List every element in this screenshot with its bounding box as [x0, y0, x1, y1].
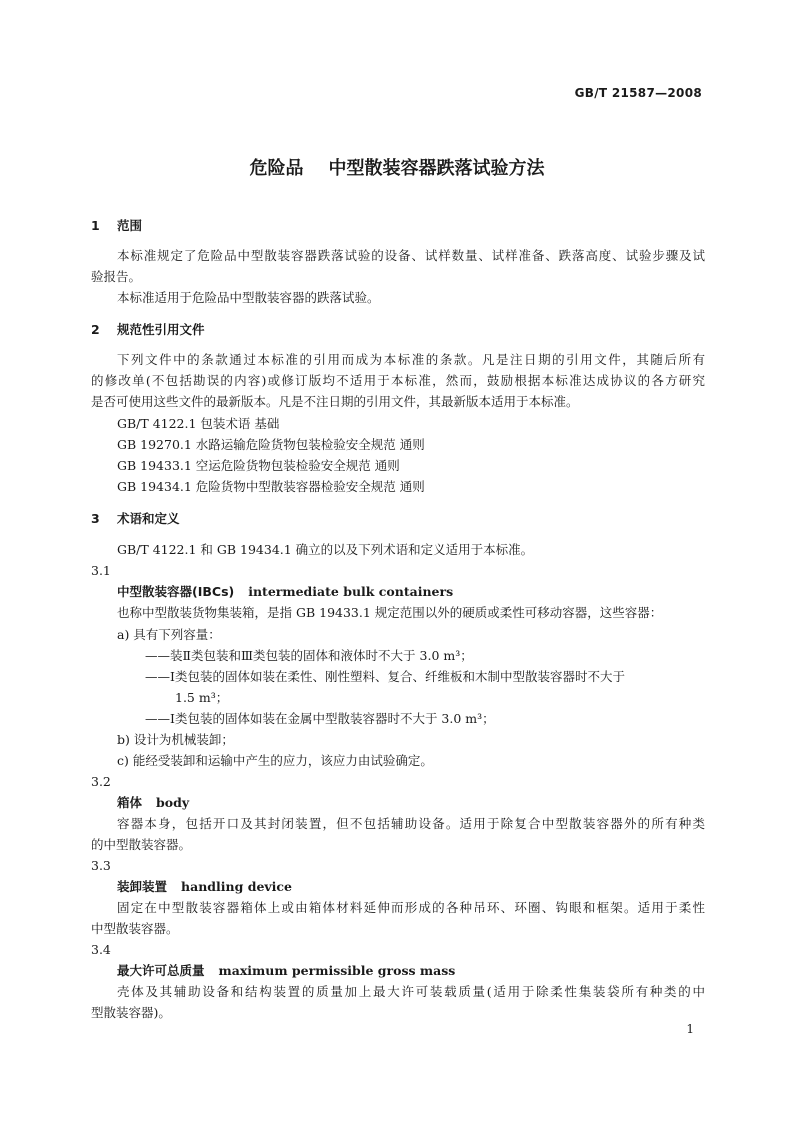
section-number: 2 — [91, 322, 100, 337]
s3-intro: GB/T 4122.1 和 GB 19434.1 确立的以及下列术语和定义适用于本标准。 — [117, 542, 534, 557]
sub-item: ——装Ⅱ类包装和Ⅲ类包装的固体和液体时不大于 3.0 m³； — [145, 648, 473, 663]
term-definition: 容器本身，包括开口及其封闭装置，但不包括辅助设备。适用于除复合中型散装容器外的所有种类 — [117, 816, 705, 831]
term-number: 3.3 — [91, 858, 111, 873]
section-number: 1 — [91, 218, 100, 233]
term-definition-cont: 中型散装容器。 — [91, 921, 179, 936]
page-number: 1 — [686, 1022, 694, 1036]
term-zh: 箱体 — [117, 795, 143, 810]
term-definition-cont: 的中型散装容器。 — [91, 837, 192, 852]
term-definition: 壳体及其辅助设备和结构装置的质量加上最大许可装载质量(适用于除柔性集装袋所有种类的中 — [117, 984, 705, 999]
reference-item: GB 19434.1 危险货物中型散装容器检验安全规范 通则 — [117, 479, 425, 494]
reference-item: GB/T 4122.1 包装术语 基础 — [117, 416, 280, 431]
document-title: 危险品 中型散装容器跌落试验方法 — [249, 158, 545, 179]
list-item-a: a) 具有下列容量： — [117, 627, 221, 642]
term-number: 3.1 — [91, 563, 111, 578]
sub-item: ——Ⅰ类包装的固体如装在柔性、刚性塑料、复合、纤维板和木制中型散装容器时不大于 — [145, 669, 625, 684]
section-title: 范围 — [117, 218, 143, 233]
s1-paragraph-1-cont: 验报告。 — [91, 269, 142, 284]
section-3-heading — [91, 511, 180, 527]
section-title: 术语和定义 — [117, 511, 180, 526]
section-number: 3 — [91, 511, 100, 526]
reference-item: GB 19270.1 水路运输危险货物包装检验安全规范 通则 — [117, 437, 425, 452]
term-zh: 最大许可总质量 — [117, 963, 205, 978]
term-number: 3.4 — [91, 942, 111, 957]
s2-paragraph-1-end: 是否可使用这些文件的最新版本。凡是不注日期的引用文件，其最新版本适用于本标准。 — [91, 394, 579, 409]
list-item-c: c) 能经受装卸和运输中产生的应力，该应力由试验确定。 — [117, 753, 433, 768]
sub-item: ——Ⅰ类包装的固体如装在金属中型散装容器时不大于 3.0 m³； — [145, 711, 495, 726]
term-en: body — [156, 795, 190, 810]
reference-item: GB 19433.1 空运危险货物包装检验安全规范 通则 — [117, 458, 400, 473]
term-en: maximum permissible gross mass — [218, 963, 456, 978]
term-en: intermediate bulk containers — [248, 584, 454, 599]
s1-paragraph-1: 本标准规定了危险品中型散装容器跌落试验的设备、试样数量、试样准备、跌落高度、试验步骤及试 — [117, 248, 705, 263]
s1-paragraph-2: 本标准适用于危险品中型散装容器的跌落试验。 — [117, 290, 380, 305]
s2-paragraph-1: 下列文件中的条款通过本标准的引用而成为本标准的条款。凡是注日期的引用文件，其随后所有 — [117, 352, 705, 367]
term-heading-3-1 — [117, 584, 453, 600]
term-en: handling device — [181, 879, 292, 894]
term-definition: 固定在中型散装容器箱体上或由箱体材料延伸而形成的各种吊环、环圈、钩眼和框架。适用于柔性 — [117, 900, 705, 915]
term-definition: 也称中型散装货物集装箱，是指 GB 19433.1 规定范围以外的硬质或柔性可移动容器，这些容器： — [117, 605, 663, 620]
term-number: 3.2 — [91, 774, 111, 789]
term-definition-cont: 型散装容器)。 — [91, 1005, 171, 1020]
section-2-heading — [91, 322, 205, 338]
sub-item-cont: 1.5 m³； — [175, 690, 229, 705]
list-item-b: b) 设计为机械装卸； — [117, 732, 234, 747]
term-heading-3-3 — [117, 879, 292, 895]
term-heading-3-4 — [117, 963, 455, 979]
term-heading-3-2 — [117, 795, 189, 811]
term-zh: 装卸装置 — [117, 879, 168, 894]
s2-paragraph-1-cont: 的修改单(不包括勘误的内容)或修订版均不适用于本标准，然而，鼓励根据本标准达成协议的各方研究 — [91, 373, 705, 388]
term-zh: 中型散装容器(IBCs) — [117, 584, 235, 599]
section-title: 规范性引用文件 — [117, 322, 205, 337]
section-1-heading — [91, 218, 142, 234]
standard-code: GB/T 21587—2008 — [574, 86, 702, 100]
